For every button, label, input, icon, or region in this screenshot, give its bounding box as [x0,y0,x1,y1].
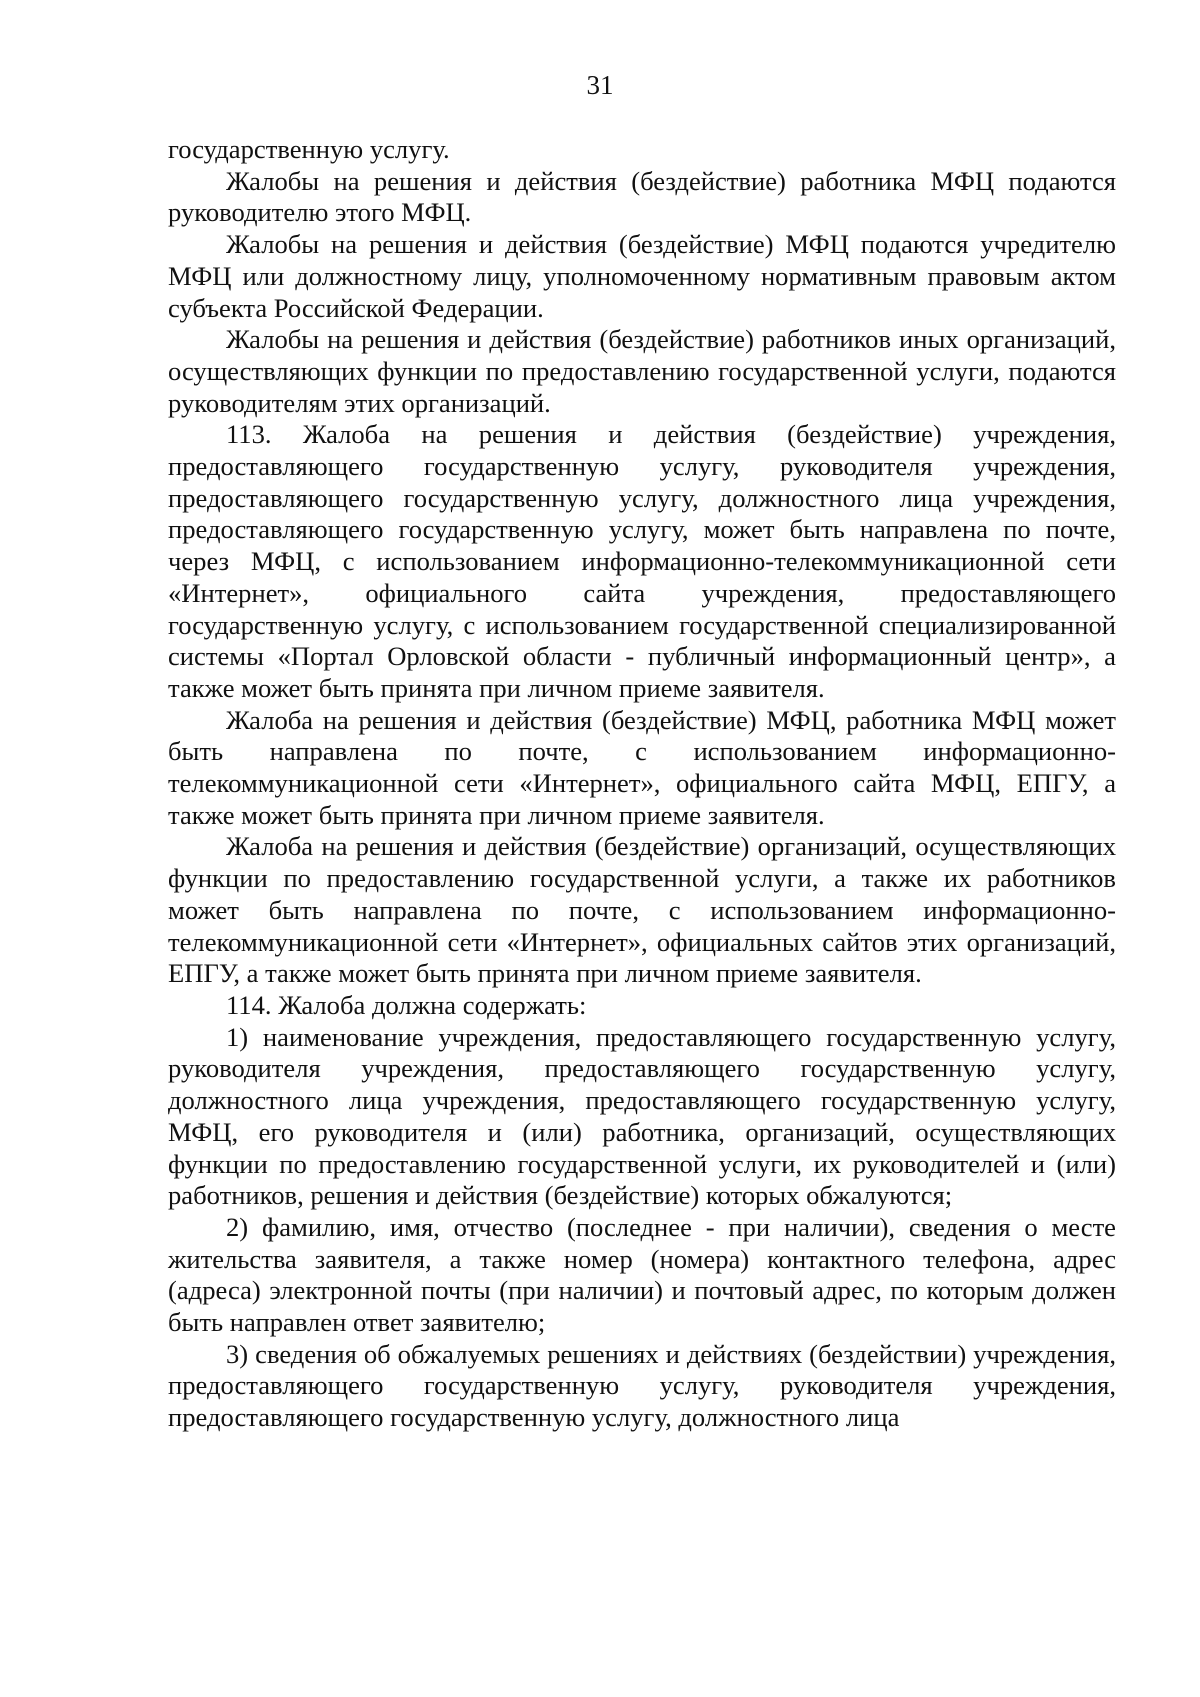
paragraph-complaint-mfc-channels: Жалоба на решения и действия (бездействие) МФЦ, работника МФЦ может быть направлена по почте, с использованием информационно-телекоммуникационной сети «Интернет», официального сайта МФЦ, ЕПГУ, а также может быть принята при личном приеме заявителя. [168,704,1116,830]
list-item-2: 2) фамилию, имя, отчество (последнее - при наличии), сведения о месте жительства заявителя, а также номер (номера) контактного телефона, адрес (адреса) электронной почты (при наличии) и почтовый адрес, по которым должен быть направлен ответ заявителю; [168,1211,1116,1338]
paragraph-clause-113: 113. Жалоба на решения и действия (бездействие) учреждения, предоставляющего государственную услугу, руководителя учреждения, предоставляющего государственную услугу, должностного лица учреждения, предоставляющего государственную услугу, может быть направлена по почте, через МФЦ, с использованием информационно-телекоммуникационной сети «Интернет», официального сайта учреждения, предоставляющего государственную услугу, с использованием государственной специализированной системы «Портал Орловской области - публичный информационный центр», а также может быть принята при личном приеме заявителя. [168,419,1116,703]
paragraph-complaint-organizations-channels: Жалоба на решения и действия (бездействие) организаций, осуществляющих функции по предоставлению государственной услуги, а также их работников может быть направлена по почте, с использованием информационно-телекоммуникационной сети «Интернет», официальных сайтов этих организаций, ЕПГУ, а также может быть принята при личном приеме заявителя. [168,831,1116,989]
page-number: 31 [586,70,614,100]
list-item-1: 1) наименование учреждения, предоставляющего государственную услугу, руководителя учреждения, предоставляющего государственную услугу, должностного лица учреждения, предоставляющего государственную услугу, МФЦ, его руководителя и (или) работника, организаций, осуществляющих функции по предоставлению государственной услуги, их руководителей и (или) работников, решения и действия (бездействие) которых обжалуются; [168,1021,1116,1211]
paragraph-complaints-mfc-worker: Жалобы на решения и действия (бездействие) работника МФЦ подаются руководителю этого МФЦ. [168,165,1116,228]
list-item-3: 3) сведения об обжалуемых решениях и действиях (бездействии) учреждения, предоставляющего государственную услугу, руководителя учреждения, предоставляющего государственную услугу, должностного лица [168,1338,1116,1433]
paragraph-clause-114: 114. Жалоба должна содержать: [226,989,587,1020]
document-body [168,134,1116,1434]
paragraph-continuation: государственную услугу. [168,134,450,164]
paragraph-complaints-other-organizations: Жалобы на решения и действия (бездействие) работников иных организаций, осуществляющих функции по предоставлению государственной услуги, подаются руководителям этих организаций. [168,324,1116,418]
paragraph-complaints-mfc: Жалобы на решения и действия (бездействие) МФЦ подаются учредителю МФЦ или должностному лицу, уполномоченному нормативным правовым актом субъекта Российской Федерации. [168,229,1116,323]
